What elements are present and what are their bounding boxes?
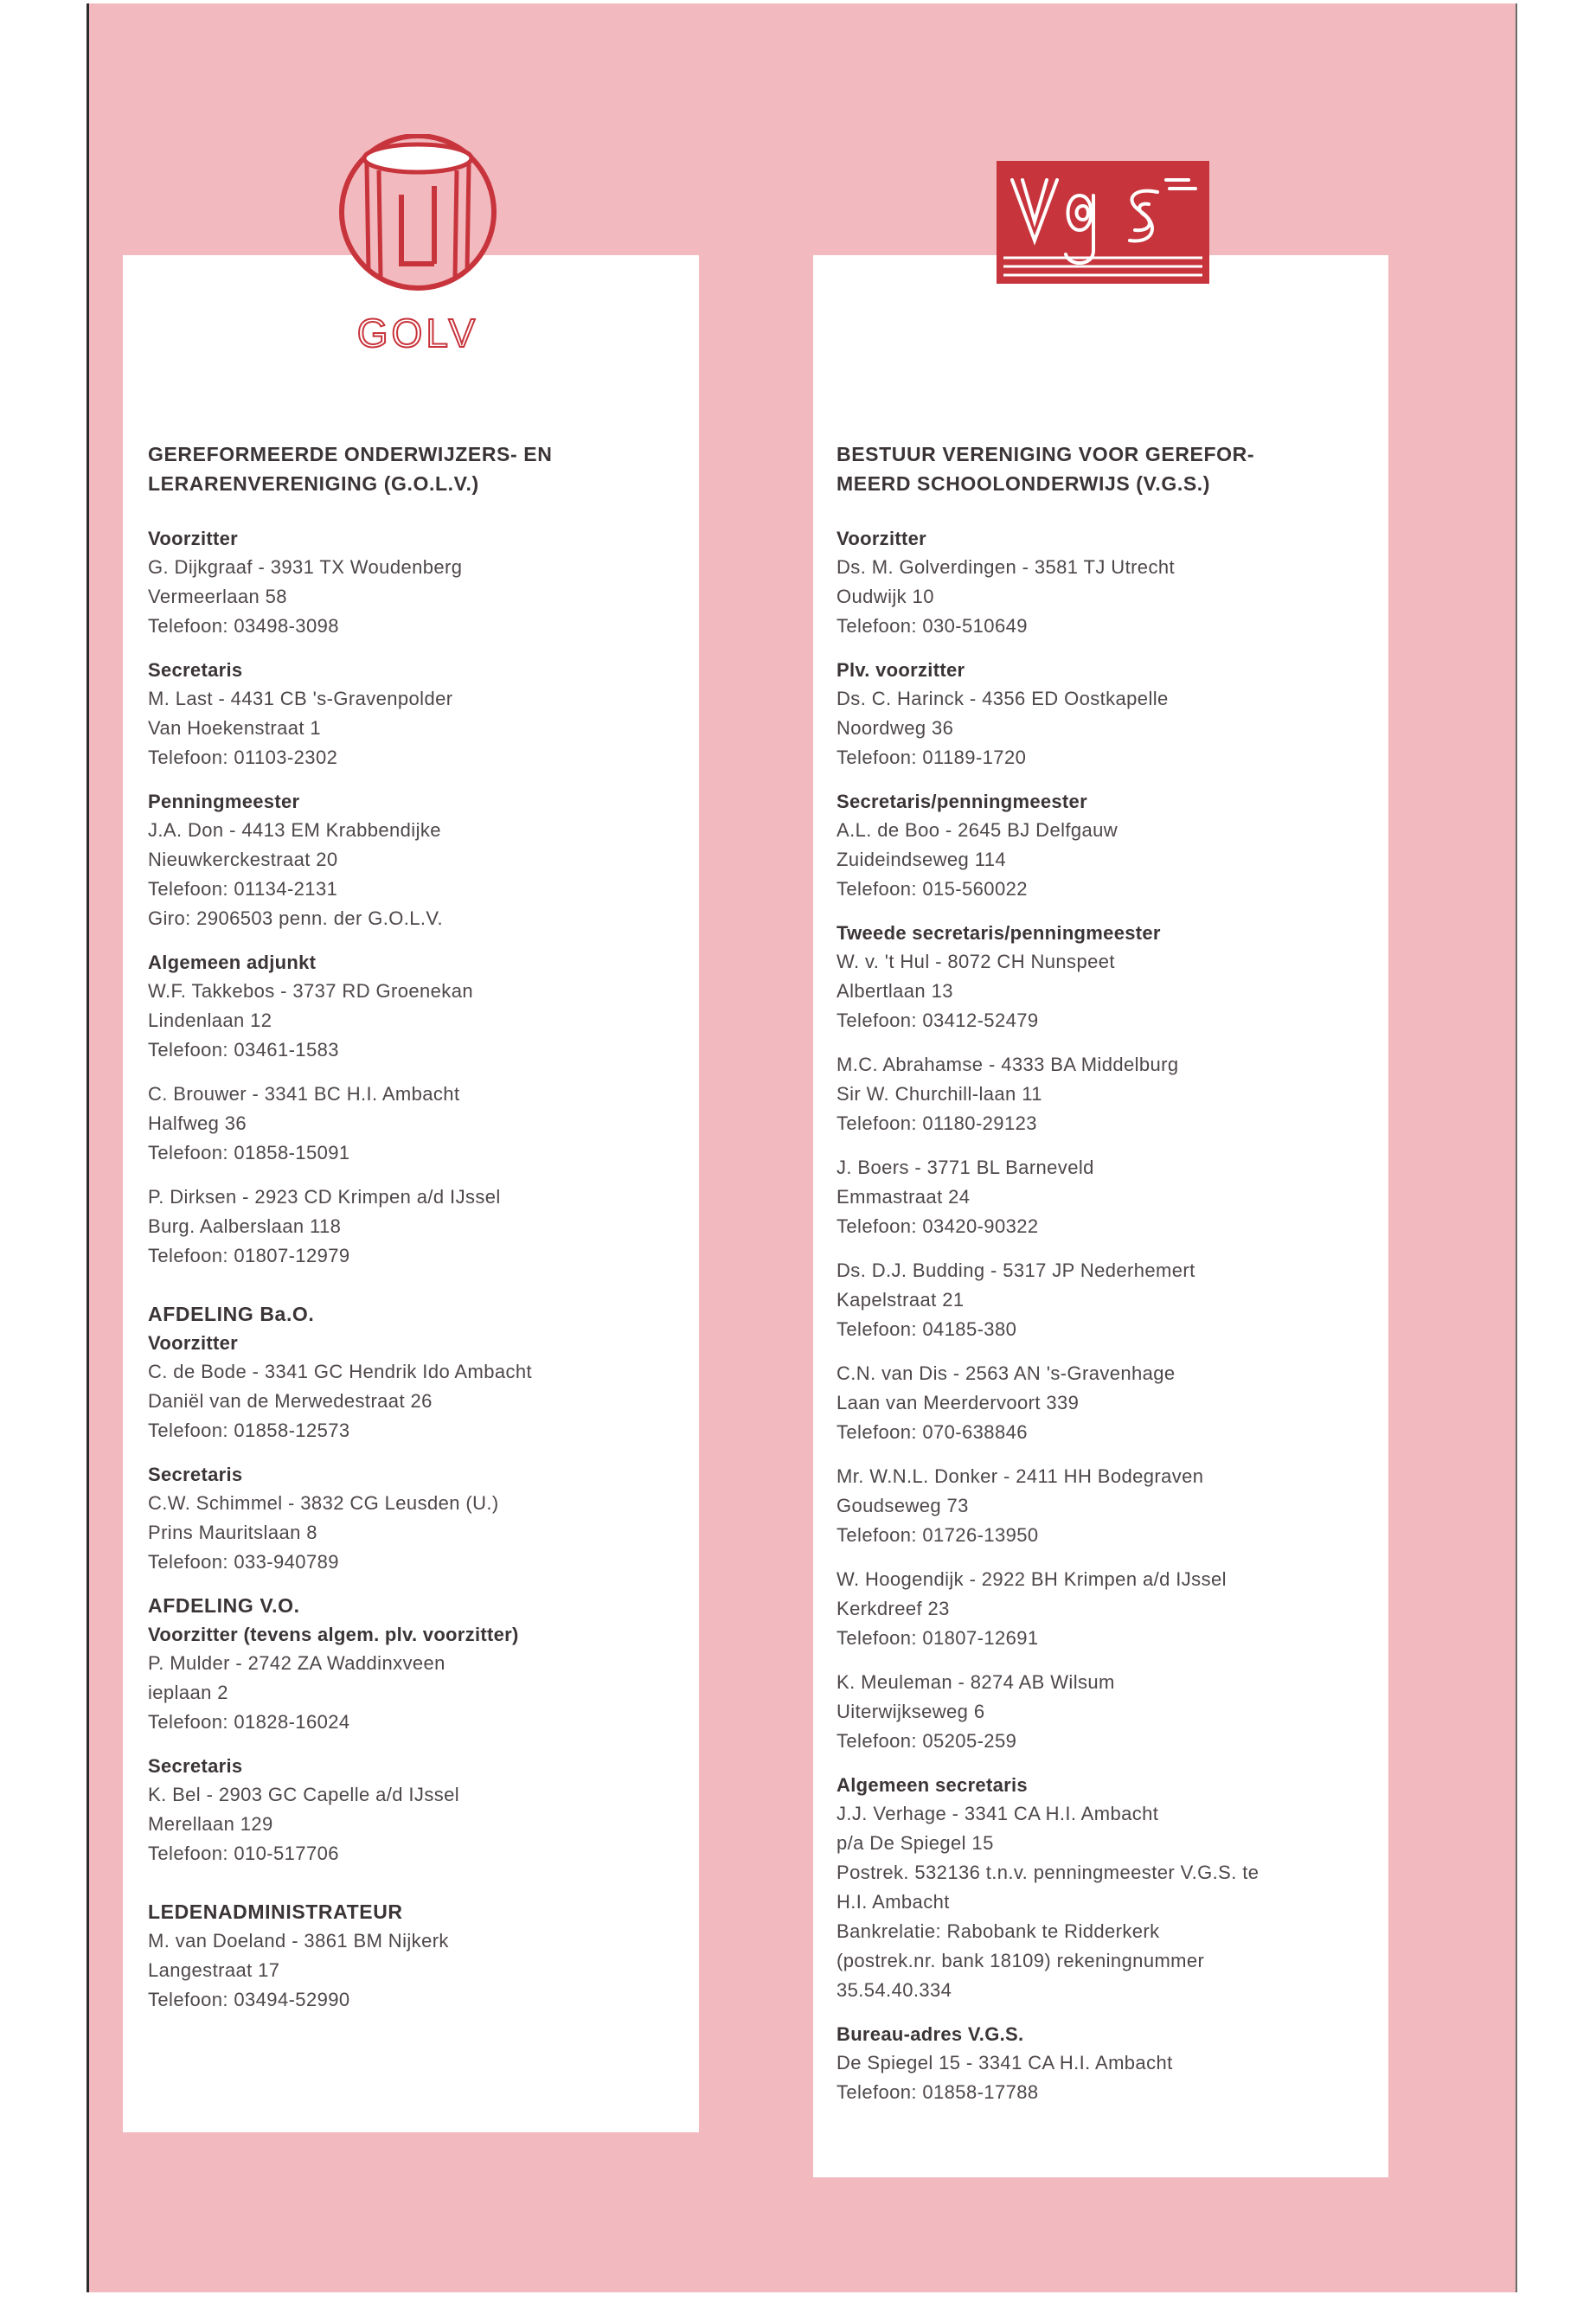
address-line: K. Meuleman - 8274 AB Wilsum [836, 1671, 1115, 1693]
role-label: Algemeen secretaris [836, 1774, 1028, 1796]
address-line: W. v. 't Hul - 8072 CH Nunspeet [836, 951, 1115, 972]
address-line: P. Mulder - 2742 ZA Waddinxveen [148, 1652, 445, 1674]
role-label: Secretaris [148, 1464, 243, 1485]
address-line: Kerkdreef 23 [836, 1598, 950, 1619]
address-line: Sir W. Churchill-laan 11 [836, 1083, 1042, 1105]
vgs-algemeen-secretaris [836, 1771, 1373, 2005]
address-line: Lindenlaan 12 [148, 1009, 272, 1031]
account-number: 35.54.40.334 [836, 1979, 952, 2001]
role-label: Voorzitter [148, 1332, 239, 1354]
phone-line: Telefoon: 03498-3098 [148, 615, 339, 637]
vgs-member-donker [836, 1462, 1373, 1550]
ledenadministrateur-heading: LEDENADMINISTRATEUR [148, 1900, 403, 1923]
address-line: Ds. C. Harinck - 4356 ED Oostkapelle [836, 688, 1169, 709]
address-line: J. Boers - 3771 BL Barneveld [836, 1157, 1094, 1178]
address-line: K. Bel - 2903 GC Capelle a/d IJssel [148, 1784, 460, 1805]
bao-voorzitter [148, 1329, 684, 1445]
postrek-line: Postrek. 532136 t.n.v. penningmeester V.G.S. te [836, 1862, 1259, 1883]
address-line: Zuideindseweg 114 [836, 849, 1006, 870]
phone-line: Telefoon: 03494-52990 [148, 1989, 350, 2010]
address-line: Goudseweg 73 [836, 1495, 969, 1516]
bank-line: Bankrelatie: Rabobank te Ridderkerk [836, 1920, 1160, 1942]
address-line: Burg. Aalberslaan 118 [148, 1215, 342, 1237]
phone-line: Telefoon: 01103-2302 [148, 747, 338, 768]
phone-line: Telefoon: 01858-17788 [836, 2081, 1039, 2103]
golv-title-line: GEREFORMEERDE ONDERWIJZERS- EN [148, 443, 553, 465]
golv-secretaris [148, 656, 684, 772]
ledenadministrateur [148, 1898, 684, 2015]
vgs-member-abrahamse [836, 1050, 1373, 1138]
role-label: Secretaris [148, 659, 243, 681]
role-label: Secretaris/penningmeester [836, 791, 1087, 812]
vgs-plv-voorzitter [836, 656, 1373, 772]
address-line: J.A. Don - 4413 EM Krabbendijke [148, 819, 441, 841]
phone-line: Telefoon: 01726-13950 [836, 1524, 1039, 1546]
bank-line: (postrek.nr. bank 18109) rekeningnummer [836, 1950, 1205, 1971]
bao-secretaris [148, 1460, 684, 1577]
address-line: Ds. D.J. Budding - 5317 JP Nederhemert [836, 1259, 1195, 1281]
golv-logo-icon [327, 134, 509, 359]
golv-member-dirksen [148, 1183, 684, 1271]
phone-line: Telefoon: 01807-12691 [836, 1627, 1039, 1649]
vgs-member-meuleman [836, 1668, 1373, 1756]
golv-voorzitter [148, 524, 684, 641]
phone-line: Telefoon: 03412-52479 [836, 1009, 1039, 1031]
address-line: Ds. M. Golverdingen - 3581 TJ Utrecht [836, 556, 1175, 578]
role-label: Tweede secretaris/penningmeester [836, 922, 1161, 944]
address-line: P. Dirksen - 2923 CD Krimpen a/d IJssel [148, 1186, 501, 1208]
golv-logo-text: GOLV [356, 311, 479, 356]
role-label: Bureau-adres V.G.S. [836, 2023, 1024, 2045]
address-line: C.N. van Dis - 2563 AN 's-Gravenhage [836, 1362, 1176, 1384]
vgs-content [836, 439, 1373, 2122]
phone-line: Telefoon: 03420-90322 [836, 1215, 1039, 1237]
vgs-title-line: MEERD SCHOOLONDERWIJS (V.G.S.) [836, 472, 1211, 495]
phone-line: Telefoon: 015-560022 [836, 878, 1028, 900]
vgs-voorzitter [836, 524, 1373, 641]
address-line: Van Hoekenstraat 1 [148, 717, 322, 739]
role-label: Voorzitter [148, 528, 239, 549]
address-line: p/a De Spiegel 15 [836, 1832, 994, 1854]
address-line: Uiterwijkseweg 6 [836, 1701, 985, 1722]
address-line: Prins Mauritslaan 8 [148, 1522, 317, 1543]
phone-line: Telefoon: 01807-12979 [148, 1245, 350, 1266]
vgs-title [836, 439, 1373, 498]
address-line: M.C. Abrahamse - 4333 BA Middelburg [836, 1054, 1179, 1075]
address-line: A.L. de Boo - 2645 BJ Delfgauw [836, 819, 1118, 841]
phone-line: Telefoon: 010-517706 [148, 1843, 339, 1864]
vgs-bureau-adres [836, 2020, 1373, 2107]
address-line: Oudwijk 10 [836, 586, 934, 607]
vgs-secretaris-penningmeester [836, 787, 1373, 904]
phone-line: Telefoon: 01828-16024 [148, 1711, 350, 1733]
vgs-member-vandis [836, 1359, 1373, 1447]
phone-line: Telefoon: 033-940789 [148, 1551, 339, 1573]
vgs-member-budding [836, 1256, 1373, 1344]
vgs-member-boers [836, 1153, 1373, 1241]
vo-voorzitter [148, 1620, 684, 1737]
address-line: M. Last - 4431 CB 's-Gravenpolder [148, 688, 453, 709]
vgs-member-hoogendijk [836, 1565, 1373, 1653]
phone-line: Telefoon: 04185-380 [836, 1318, 1017, 1340]
address-line: Halfweg 36 [148, 1112, 247, 1134]
golv-member-brouwer [148, 1080, 684, 1168]
address-line: Daniël van de Merwedestraat 26 [148, 1390, 433, 1412]
address-line: W. Hoogendijk - 2922 BH Krimpen a/d IJssel [836, 1568, 1227, 1590]
phone-line: Telefoon: 03461-1583 [148, 1039, 339, 1061]
vgs-logo-icon [997, 161, 1209, 284]
address-line: Vermeerlaan 58 [148, 586, 287, 607]
golv-title [148, 439, 684, 498]
role-label: Penningmeester [148, 791, 300, 812]
address-line: De Spiegel 15 - 3341 CA H.I. Ambacht [836, 2052, 1173, 2073]
address-line: Noordweg 36 [836, 717, 954, 739]
address-line: Kapelstraat 21 [836, 1289, 965, 1311]
afdeling-vo-heading: AFDELING V.O. [148, 1594, 300, 1617]
golv-content [148, 439, 684, 2029]
role-label: Plv. voorzitter [836, 659, 965, 681]
address-line: Albertlaan 13 [836, 980, 953, 1002]
address-line: C. Brouwer - 3341 BC H.I. Ambacht [148, 1083, 460, 1105]
address-line: H.I. Ambacht [836, 1891, 950, 1913]
afdeling-bao-heading: AFDELING Ba.O. [148, 1303, 315, 1325]
address-line: W.F. Takkebos - 3737 RD Groenekan [148, 980, 473, 1002]
vgs-title-line: BESTUUR VERENIGING VOOR GEREFOR- [836, 443, 1255, 465]
role-label: Voorzitter [836, 528, 927, 549]
address-line: J.J. Verhage - 3341 CA H.I. Ambacht [836, 1803, 1159, 1824]
phone-line: Telefoon: 01858-12573 [148, 1420, 350, 1441]
address-line: C. de Bode - 3341 GC Hendrik Ido Ambacht [148, 1361, 533, 1382]
golv-title-line: LERARENVERENIGING (G.O.L.V.) [148, 472, 479, 495]
address-line: Emmastraat 24 [836, 1186, 971, 1208]
phone-line: Telefoon: 05205-259 [836, 1730, 1017, 1752]
giro-line: Giro: 2906503 penn. der G.O.L.V. [148, 907, 443, 929]
phone-line: Telefoon: 01180-29123 [836, 1112, 1037, 1134]
address-line: Langestraat 17 [148, 1959, 280, 1981]
golv-adjunkt [148, 948, 684, 1065]
phone-line: Telefoon: 030-510649 [836, 615, 1028, 637]
phone-line: Telefoon: 01189-1720 [836, 747, 1027, 768]
address-line: Merellaan 129 [148, 1813, 273, 1835]
phone-line: Telefoon: 01134-2131 [148, 878, 338, 900]
role-label: Voorzitter (tevens algem. plv. voorzitter) [148, 1624, 519, 1645]
role-label: Algemeen adjunkt [148, 952, 317, 973]
address-line: Nieuwkerckestraat 20 [148, 849, 338, 870]
address-line: ieplaan 2 [148, 1682, 228, 1703]
address-line: G. Dijkgraaf - 3931 TX Woudenberg [148, 556, 463, 578]
address-line: C.W. Schimmel - 3832 CG Leusden (U.) [148, 1492, 499, 1514]
phone-line: Telefoon: 070-638846 [836, 1421, 1028, 1443]
address-line: Laan van Meerdervoort 339 [836, 1392, 1080, 1413]
address-line: M. van Doeland - 3861 BM Nijkerk [148, 1930, 449, 1952]
phone-line: Telefoon: 01858-15091 [148, 1142, 350, 1163]
vo-secretaris [148, 1752, 684, 1868]
vgs-tweede-secretaris [836, 919, 1373, 1035]
golv-penningmeester [148, 787, 684, 933]
address-line: Mr. W.N.L. Donker - 2411 HH Bodegraven [836, 1465, 1204, 1487]
role-label: Secretaris [148, 1755, 243, 1777]
